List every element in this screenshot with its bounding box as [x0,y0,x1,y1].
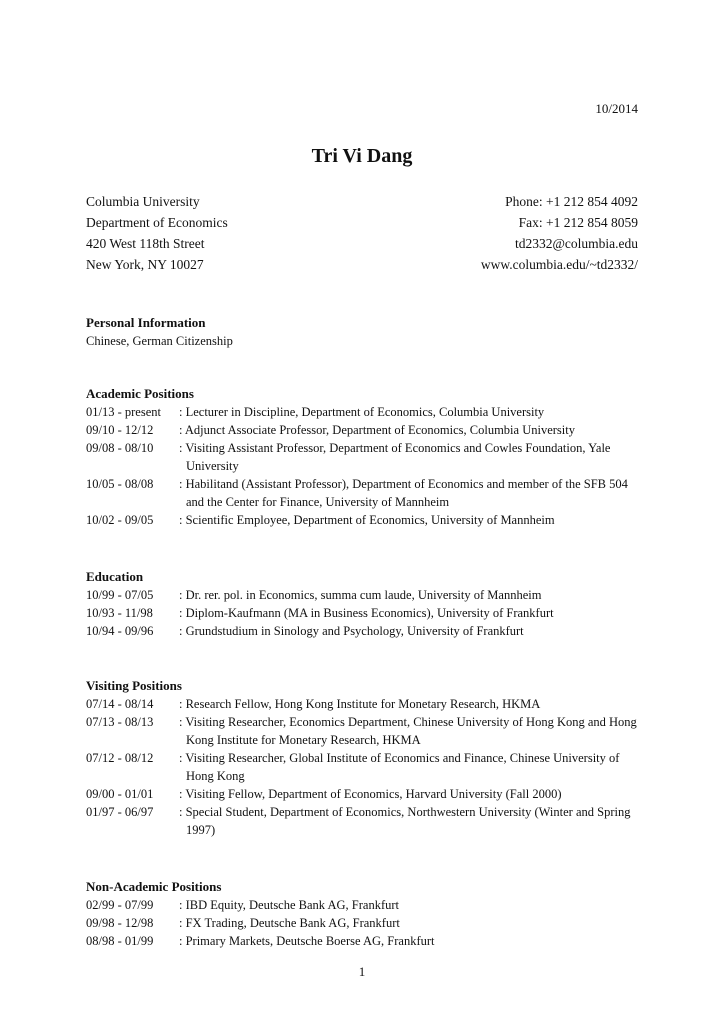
email-link[interactable]: td2332@columbia.edu [514,236,638,251]
section-title: Education [86,569,144,584]
dates: 09/08 - 08/10 [86,441,154,455]
page-number: 1 [358,964,366,979]
description: : Adjunct Associate Professor, Department of Economics, Columbia University [179,423,575,437]
citizenship: Chinese, German Citizenship [86,334,233,348]
address-line: Columbia University [86,194,200,209]
address-line: 420 West 118th Street [86,236,205,251]
document-date: 10/2014 [595,101,638,116]
cv-name: Tri Vi Dang [311,145,413,167]
address-line: Department of Economics [86,215,228,230]
non-academic-positions-section [86,878,646,950]
dates: 09/00 - 01/01 [86,787,154,801]
list-item [86,604,646,622]
address-line: New York, NY 10027 [86,257,204,272]
description: : Visiting Researcher, Economics Department, Chinese University of Hong Kong and Hong Kong Institute for Monetary Research, HKMA [179,715,637,747]
contact-info [481,191,638,275]
dates: 09/98 - 12/98 [86,916,154,930]
dates: 10/94 - 09/96 [86,624,154,638]
list-item [86,439,646,475]
description: : FX Trading, Deutsche Bank AG, Frankfurt [179,916,400,930]
list-item [86,511,646,529]
list-item [86,932,646,950]
description: : Lecturer in Discipline, Department of Economics, Columbia University [179,405,545,419]
dates: 02/99 - 07/99 [86,898,154,912]
postal-address [86,191,228,275]
list-item [86,403,646,421]
dates: 10/02 - 09/05 [86,513,154,527]
dates: 01/97 - 06/97 [86,805,154,819]
dates: 07/14 - 08/14 [86,697,154,711]
description: : Diplom-Kaufmann (MA in Business Economics), University of Frankfurt [179,606,554,620]
education-section [86,568,646,640]
list-item [86,421,646,439]
description: : Research Fellow, Hong Kong Institute for Monetary Research, HKMA [179,697,541,711]
dates: 07/12 - 08/12 [86,751,154,765]
description: : Visiting Researcher, Global Institute of Economics and Finance, Chinese University of Hong Kong [179,751,620,783]
list-item [86,749,646,785]
description: : Special Student, Department of Economics, Northwestern University (Winter and Spring 1997) [179,805,631,837]
phone: Phone: +1 212 854 4092 [505,194,638,209]
visiting-positions-section [86,677,646,839]
list-item [86,713,646,749]
list-item [86,785,646,803]
fax: Fax: +1 212 854 8059 [518,215,638,230]
description: : Dr. rer. pol. in Economics, summa cum laude, University of Mannheim [179,588,542,602]
description: : IBD Equity, Deutsche Bank AG, Frankfurt [179,898,399,912]
dates: 07/13 - 08/13 [86,715,154,729]
list-item [86,914,646,932]
list-item [86,586,646,604]
list-item [86,803,646,839]
list-item [86,622,646,640]
description: : Visiting Fellow, Department of Economics, Harvard University (Fall 2000) [179,787,562,801]
academic-positions-section [86,385,646,529]
description: : Grundstudium in Sinology and Psychology, University of Frankfurt [179,624,524,638]
section-title: Visiting Positions [86,678,182,693]
description: : Visiting Assistant Professor, Department of Economics and Cowles Foundation, Yale University [179,441,611,473]
dates: 01/13 - present [86,405,161,419]
section-title: Personal Information [86,315,206,330]
description: : Habilitand (Assistant Professor), Department of Economics and member of the SFB 504 and the Center for Finance, University of Mannheim [179,477,628,509]
list-item [86,475,646,511]
dates: 08/98 - 01/99 [86,934,154,948]
dates: 09/10 - 12/12 [86,423,154,437]
personal-information-section [86,314,646,350]
dates: 10/99 - 07/05 [86,588,154,602]
section-title: Non-Academic Positions [86,879,222,894]
dates: 10/93 - 11/98 [86,606,153,620]
list-item [86,896,646,914]
website-link[interactable]: www.columbia.edu/~td2332/ [480,257,638,272]
section-title: Academic Positions [86,386,194,401]
dates: 10/05 - 08/08 [86,477,154,491]
list-item [86,695,646,713]
description: : Primary Markets, Deutsche Boerse AG, Frankfurt [179,934,435,948]
description: : Scientific Employee, Department of Economics, University of Mannheim [179,513,555,527]
